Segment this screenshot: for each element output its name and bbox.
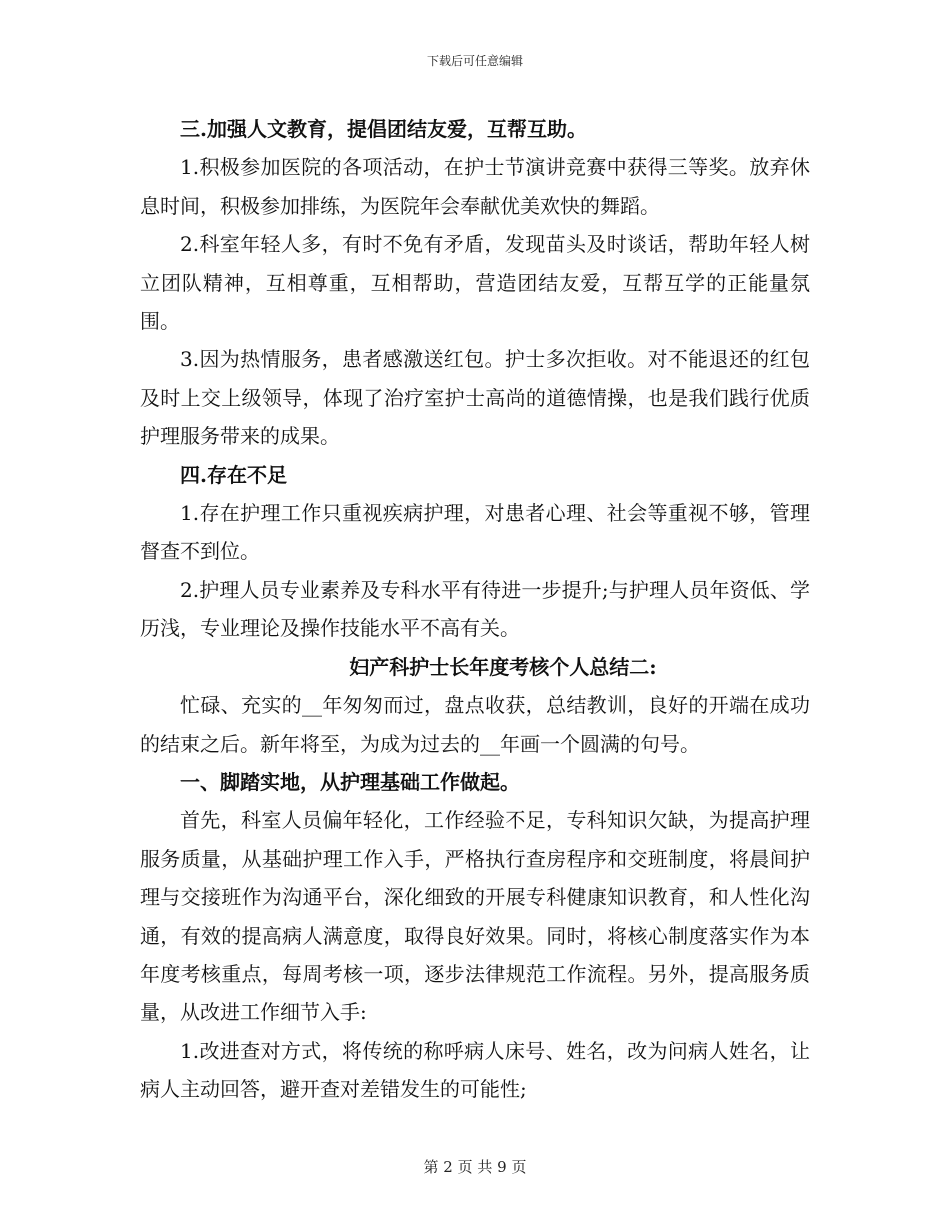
paragraph: 1.改进查对方式，将传统的称呼病人床号、姓名，改为问病人姓名，让病人主动回答，避开查对差错发生的可能性; [140, 1038, 810, 1102]
page-header: 下载后可任意编辑 [426, 54, 523, 68]
paragraph: 1.积极参加医院的各项活动，在护士节演讲竞赛中获得三等奖。放弃休息时间，积极参加排练，为医院年会奉献优美欢快的舞蹈。 [140, 155, 810, 218]
paragraph: 忙碌、充实的__年匆匆而过，盘点收获，总结教训，良好的开端在成功的结束之后。新年将至，为成为过去的__年画一个圆满的句号。 [140, 693, 810, 756]
paragraph: 1.存在护理工作只重视疾病护理，对患者心理、社会等重视不够，管理督查不到位。 [140, 501, 810, 564]
document-title: 妇产科护士长年度考核个人总结二: [349, 654, 657, 679]
paragraph: 2.护理人员专业素养及专科水平有待进一步提升;与护理人员年资低、学历浅，专业理论及操作技能水平不高有关。 [140, 577, 810, 641]
document-body [140, 110, 810, 1109]
paragraph: 首先，科室人员偏年轻化，工作经验不足，专科知识欠缺，为提高护理服务质量，从基础护理工作入手，严格执行查房程序和交班制度，将晨间护理与交接班作为沟通平台，深化细致的开展专科健康知识教育，和人性化沟通，有效的提高病人满意度，取得良好效果。同时，将核心制度落实作为本年度考核重点，每周考核一项，逐步法律规范工作流程。另外，提高服务质量，从改进工作细节入手: [140, 808, 810, 1025]
paragraph: 3.因为热情服务，患者感激送红包。护士多次拒收。对不能退还的红包及时上交上级领导，体现了治疗室护士高尚的道德情操，也是我们践行优质护理服务带来的成果。 [140, 347, 810, 449]
paragraph: 2.科室年轻人多，有时不免有矛盾，发现苗头及时谈话，帮助年轻人树立团队精神，互相尊重，互相帮助，营造团结友爱，互帮互学的正能量氛围。 [140, 232, 810, 334]
page-number-footer: 第 2 页 共 9 页 [423, 1158, 527, 1176]
section-heading: 三.加强人文教育，提倡团结友爱，互帮互助。 [180, 117, 587, 141]
section-heading: 一、脚踏实地，从护理基础工作做起。 [180, 769, 520, 794]
section-heading: 四.存在不足 [180, 462, 287, 487]
